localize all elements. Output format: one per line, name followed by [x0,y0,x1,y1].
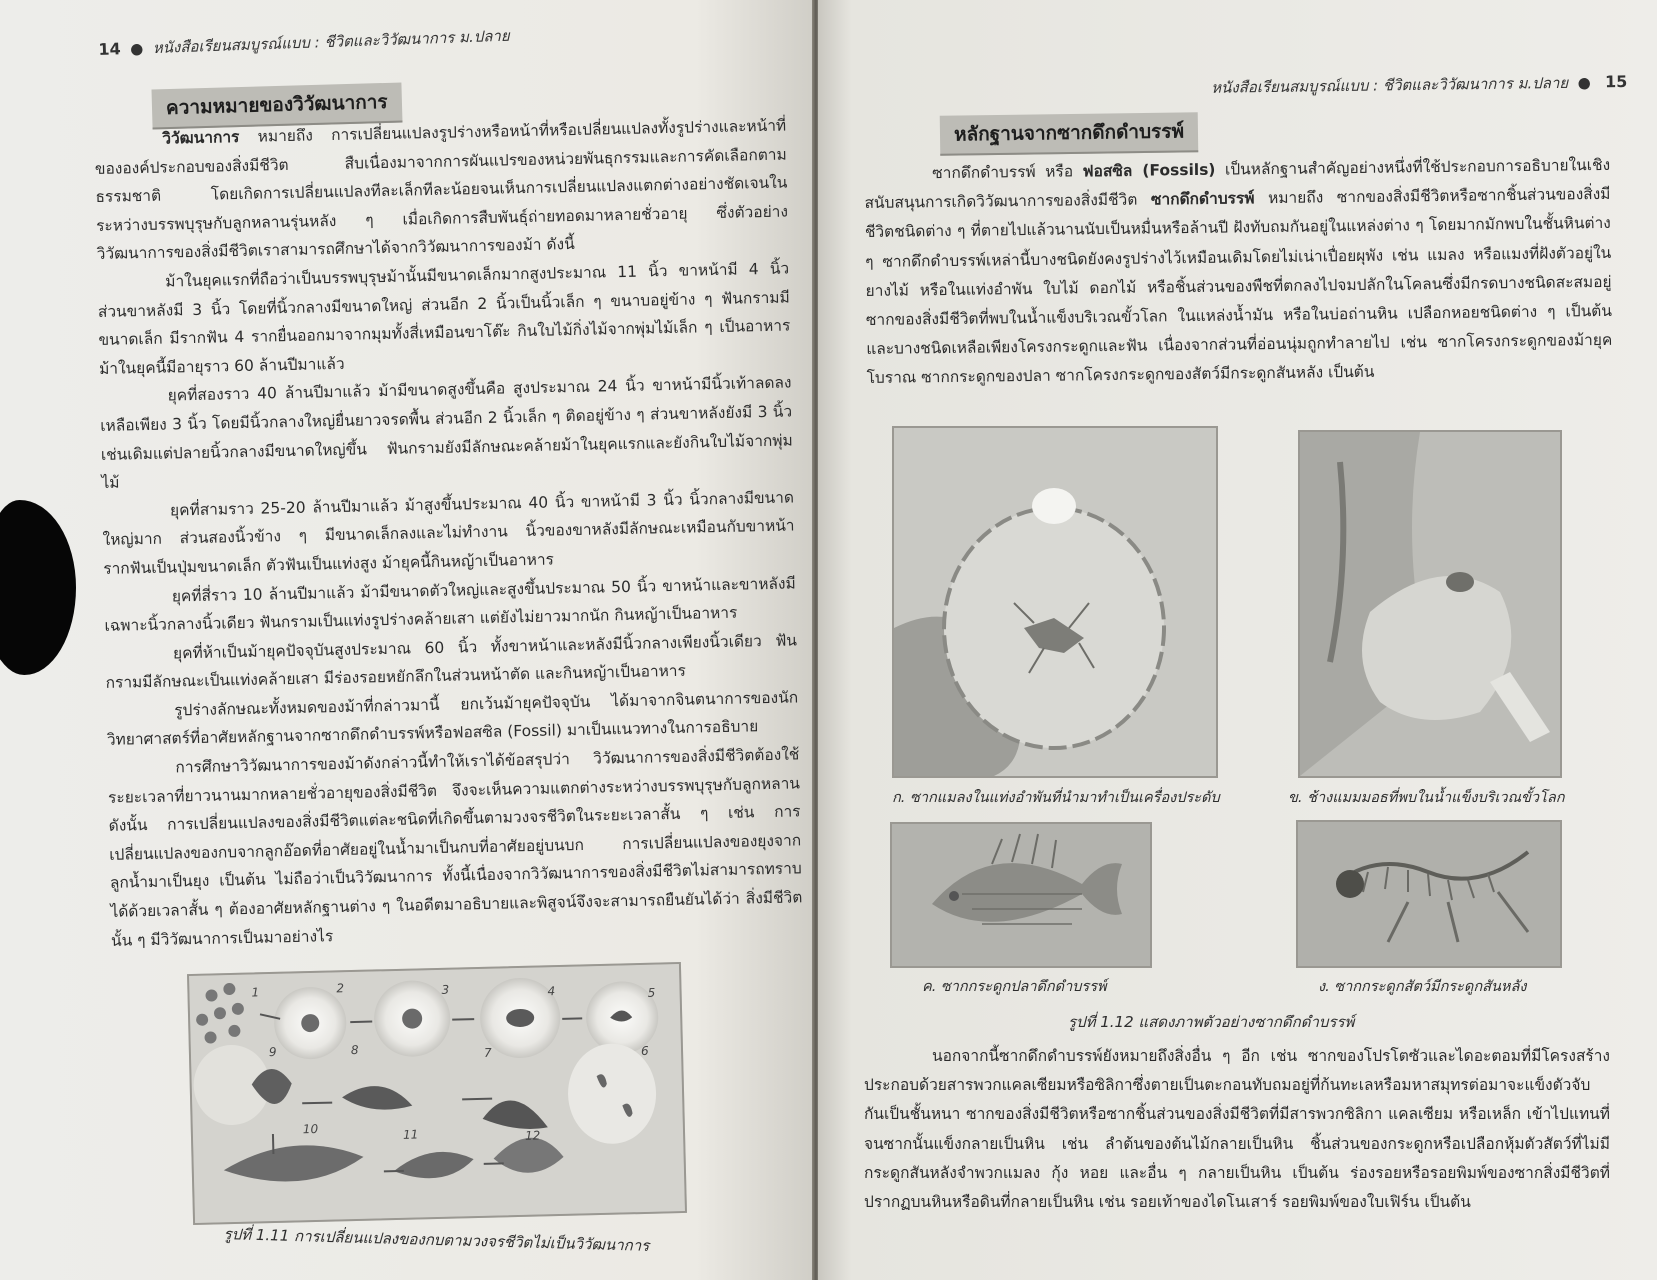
mammoth-photo [1298,430,1562,778]
term-fossil-thai: ซากดึกดำบรรพ์ [1150,189,1255,209]
stage-label: 6 [640,1043,649,1059]
page-number-left: 14 [98,39,121,59]
thumb-shadow [0,500,76,675]
running-head-text: หนังสือเรียนสมบูรณ์แบบ : ชีวิตและวิวัฒนาการ ม.ปลาย [1210,73,1569,97]
stage-label: 2 [336,981,345,996]
stage-label: 1 [251,985,260,1000]
running-head-right [1211,70,1627,100]
paragraph: ม้าในยุคแรกที่ถือว่าเป็นบรรพบุรุษม้านั้นมีขนาดเล็กมากสูงประมาณ 11 นิ้ว ขาหน้ามี 4 นิ้ว ส่วนขาหลังมี 3 นิ้ว โดยที่นิ้วกลางมีขนาดใหญ่ ส่วนอีก 2 นิ้วเป็นนิ้วเล็ก ๆ ขนาบอยู่ข้าง ๆ ฟันกรามมีขนาดเล็ก มีรากฟัน 4 รากยื่นออกมาจากมุมทั้งสี่เหมือนขาโต๊ะ กินใบไม้กิ่งไม้จากพุ่มไม้เล็ก ๆ เป็นอาหาร ม้าในยุคนี้มีอายุราว 60 ล้านปีมาแล้ว [97,259,791,378]
figure-caption-right: รูปที่ 1.12 แสดงภาพตัวอย่างซากดึกดำบรรพ์ [1068,1013,1355,1031]
paragraph-text: ซากดึกดำบรรพ์ หรือ [932,162,1083,183]
frog-lifecycle-figure [187,962,687,1225]
left-body-text [94,112,803,956]
stage-label: 8 [350,1042,359,1058]
caption-b: ข. ช้างแมมมอธที่พบในน้ำแข็งบริเวณขั้วโลก [1288,790,1565,806]
bullet-icon: ● [1572,73,1601,92]
left-page [0,0,818,1280]
fish-illustration [892,824,1150,966]
paragraph: นอกจากนี้ซากดึกดำบรรพ์ยังหมายถึงสิ่งอื่น ๆ อีก เช่น ซากของโปรโตซัวและไดอะตอมที่มีโครงสร้างประกอบด้วยสารพวกแคลเซียมหรือซิลิกาซึ่งตายเป็นตะกอนทับถมอยู่ที่ก้นทะเลหรือมหาสมุทรต่อมาจะแข็งตัวจับกันเป็นชั้นหนา ซากของสิ่งมีชีวิตหรือซากชิ้นส่วนของสิ่งมีชีวิตที่มีสารพวกซิลิกา แคลเซียม หรือเหล็ก เข้าไปแทนที่ จนซากนั้นแข็งกลายเป็นหิน เช่น ลำต้นของต้นไม้กลายเป็นหิน ชิ้นส่วนของกระดูกหรือเปลือกหุ้มตัวสัตว์ที่ไม่มีกระดูกสันหลังจำพวกแมลง กุ้ง หอย และอื่น ๆ กลายเป็นหิน เป็นต้น ร่องรอยหรือรอยพิมพ์ของซากสิ่งมีชีวิตที่ปรากฏบนหินหรือดินที่กลายเป็นหิน เช่น รอยเท้าของไดโนเสาร์ รอยพิมพ์ของใบเฟิร์น เป็นต้น [864,1047,1610,1212]
caption-d: ง. ซากกระดูกสัตว์มีกระดูกสันหลัง [1318,979,1527,995]
fish-fossil-photo [890,822,1152,968]
stage-label: 11 [402,1127,419,1142]
amber-illustration [894,428,1216,776]
caption-a: ก. ซากแมลงในแท่งอำพันที่นำมาทำเป็นเครื่องประดับ [892,790,1220,806]
stage-label: 12 [524,1128,541,1143]
paragraph: ยุคที่สองราว 40 ล้านปีมาแล้ว ม้ามีขนาดสูงขึ้นคือ สูงประมาณ 24 นิ้ว ขาหน้ามีนิ้วเท้าลดลงเหลือเพียง 3 นิ้ว โดยมีนิ้วกลางใหญ่ยื่นยาวจรดพื้น ส่วนอีก 2 นิ้วเล็ก ๆ ติดอยู่ข้าง ๆ ส่วนขาหลังยังมี 3 นิ้วเช่นเดิมแต่ปลายนิ้วกลางมีขนาดใหญ่ขึ้น ฟันกรามยังมีลักษณะคล้ายม้าในยุคแรกและยังกินใบไม้จากพุ่มไม้ [100,373,793,493]
frog-lifecycle-illustration [189,964,685,1223]
vertebrate-illustration [1298,822,1560,966]
paragraph: รูปร่างลักษณะทั้งหมดของม้าที่กล่าวมานี้ ยกเว้นม้ายุคปัจจุบัน ได้มาจากจินตนาการของนักวิทยาศาสตร์ที่อาศัยหลักฐานจากซากดึกดำบรรพ์หรือฟอสซิล (Fossil) มาเป็นแนวทางในการอธิบาย [106,688,799,750]
stage-label: 4 [547,984,556,999]
figure-caption-left: รูปที่ 1.11 การเปลี่ยนแปลงของกบตามวงจรชีวิตไม่เป็นวิวัฒนาการ [223,1224,650,1255]
stage-label: 9 [268,1044,277,1060]
stage-label: 10 [302,1121,319,1137]
paragraph: ยุคที่ห้าเป็นม้ายุคปัจจุบันสูงประมาณ 60 นิ้ว ทั้งขาหน้าและหลังมีนิ้วกลางเพียงนิ้วเดียว ฟันกรามมีลักษณะเป็นแท่งคล้ายเสา มีร่องรอยหยักลึกในส่วนหน้าตัด และกินหญ้าเป็นอาหาร [105,631,798,693]
paragraph-text: หมายถึง ซากของสิ่งมีชีวิตหรือซากชิ้นส่วนของสิ่งมีชีวิตชนิดต่าง ๆ ที่ตายไปแล้วนานนับเป็นหมื่นหรือล้านปี ฝังทับถมกันอยู่ในแหล่งต่าง ๆ โดยมากมักพบในชั้นหินต่าง ๆ ซากดึกดำบรรพ์เหล่านี้บางชนิดยังคงรูปร่างไว้เหมือนเดิมโดยไม่เน่าเปื่อยผุพัง เช่น แมลง หรือแมงที่ฝังตัวอยู่ในยางไม้ หรือในแท่งอำพัน ใบไม้ ดอกไม้ หรือชิ้นส่วนของพืชที่ตกลงไปจมปลักในโคลนซึ่งมีกรดบางชนิดสะสมอยู่ ซากของสิ่งมีชีวิตที่พบในน้ำแข็งบริเวณขั้วโลก ในแหล่งน้ำมัน หรือในบ่อถ่านหิน เปลือกหอยชนิดต่าง ๆ เป็นต้น และบางชนิดเหลือเพียงโครงกระดูกและฟัน เนื่องจากส่วนที่อ่อนนุ่มถูกทำลายไป เช่น ซากโครงกระดูกของม้ายุคโบราณ ซากกระดูกของปลา ซากโครงกระดูกของสัตว์มีกระดูกสันหลัง เป็นต้น [864,185,1613,388]
paragraph: การศึกษาวิวัฒนาการของม้าดังกล่าวนี้ทำให้เราได้ข้อสรุปว่า วิวัฒนาการของสิ่งมีชีวิตต้องใช้ระยะเวลาที่ยาวนานมากหลายชั่วอายุของสิ่งมีชีวิต จึงจะเห็นความแตกต่างระหว่างบรรพบุรุษกับลูกหลาน ดังนั้น การเปลี่ยนแปลงของสิ่งมีชีวิตแต่ละชนิดที่เกิดขึ้นตามวงจรชีวิตในระยะเวลาสั้น ๆ เช่น การเปลี่ยนแปลงของกบจากลูกอ๊อดที่อาศัยอยู่ในน้ำมาเป็นกบที่อาศัยอยู่บนบก การเปลี่ยนแปลงของยุงจากลูกน้ำมาเป็นยุง เป็นต้น ไม่ถือว่าเป็นวิวัฒนาการ ทั้งนี้เนื่องจากวิวัฒนาการของสิ่งมีชีวิตไม่สามารถทราบได้ด้วยเวลาสั้น ๆ ต้องอาศัยหลักฐานต่าง ๆ ในอดีตมาอธิบายและพิสูจน์จึงจะสามารถยืนยันได้ว่า สิ่งมีชีวิตนั้น ๆ มีวิวัฒนาการเป็นมาอย่างไร [107,745,803,950]
vertebrate-fossil-photo [1296,820,1562,968]
stage-label: 3 [441,982,450,997]
paragraph [864,151,1613,394]
caption-c: ค. ซากกระดูกปลาดึกดำบรรพ์ [922,979,1107,995]
right-body-text-2 [864,1042,1610,1217]
right-page [818,0,1657,1280]
running-head-left [98,24,510,62]
running-head-text: หนังสือเรียนสมบูรณ์แบบ : ชีวิตและวิวัฒนาการ ม.ปลาย [152,26,510,58]
paragraph-text: หมายถึง การเปลี่ยนแปลงรูปร่างหรือหน้าที่หรือเปลี่ยนแปลงทั้งรูปร่างและหน้าที่ขององค์ประกอบของสิ่งมีชีวิต สืบเนื่องมาจากการผันแปรของหน่วยพันธุกรรมและการคัดเลือกตามธรรมชาติ โดยเกิดการเปลี่ยนแปลงทีละเล็กทีละน้อยจนเห็นการเปลี่ยนแปลงแตกต่างอย่างชัดเจนในระหว่างบรรพบุรุษกับลูกหลานรุ่นหลัง ๆ เมื่อเกิดการสืบพันธุ์ถ่ายทอดมาหลายชั่วอายุ ซึ่งตัวอย่างวิวัฒนาการของสิ่งมีชีวิตเราสามารถศึกษาได้จากวิวัฒนาการของม้า ดังนี้ [94,116,789,264]
stage-label: 5 [647,985,656,1000]
paragraph: ยุคที่สามราว 25-20 ล้านปีมาแล้ว ม้าสูงขึ้นประมาณ 40 นิ้ว ขาหน้ามี 3 นิ้ว นิ้วกลางมีขนาดใหญ่มาก ส่วนสองนิ้วข้าง ๆ มีขนาดเล็กลงและไม่ทำงาน นิ้วของขาหลังมีลักษณะเหมือนกับขาหน้า รากฟันเป็นปุ่มขนาดเล็ก ตัวฟันเป็นแท่งสูง ม้ายุคนี้กินหญ้าเป็นอาหาร [102,488,795,578]
paragraph: ยุคที่สี่ราว 10 ล้านปีมาแล้ว ม้ามีขนาดตัวใหญ่และสูงขึ้นประมาณ 50 นิ้ว ขาหน้าและขาหลังมีเฉพาะนิ้วกลางนิ้วเดียว ฟันกรามเป็นแท่งรูปร่างคล้ายเสา แต่ยังไม่ยาวมากนัก กินหญ้าเป็นอาหาร [104,573,796,635]
bullet-icon: ● [125,39,149,59]
term-evolution: วิวัฒนาการ [162,127,240,148]
term-fossil: ฟอสซิล (Fossils) [1082,160,1216,181]
mammoth-illustration [1300,432,1560,776]
paragraph [94,112,789,269]
section-title-right: หลักฐานจากซากดึกดำบรรพ์ [940,112,1199,156]
paragraph-text: เป็นหลักฐานสำคัญอย่างหนึ่งที่ใช้ประกอบการอธิบายในเชิงสนับสนุนการเกิดวิวัฒนาการของสิ่งมีชีวิต [864,155,1611,213]
amber-insect-photo [892,426,1218,778]
section-title-left: ความหมายของวิวัฒนาการ [151,83,402,130]
page-number-right: 15 [1604,71,1628,92]
stage-label: 7 [483,1045,492,1060]
right-body-text [864,151,1613,394]
